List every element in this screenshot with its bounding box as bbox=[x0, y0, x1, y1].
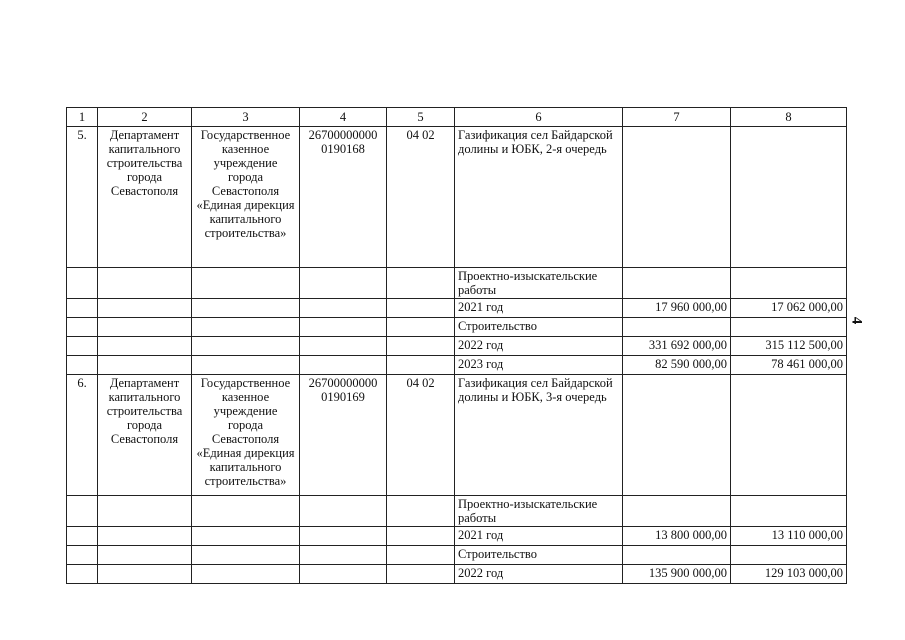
value-cell bbox=[623, 375, 731, 496]
value-col8: 78 461 000,00 bbox=[731, 356, 847, 375]
column-header: 5 bbox=[387, 108, 455, 127]
object-cell: Газификация сел Байдарской долины и ЮБК, 3-я очередь bbox=[455, 375, 623, 496]
table-row bbox=[67, 127, 847, 268]
section-cell: 04 02 bbox=[387, 127, 455, 268]
value-col7 bbox=[623, 496, 731, 527]
page-number: 4 bbox=[848, 316, 865, 325]
subrow-label: Проектно-изыскательские работы bbox=[455, 268, 623, 299]
column-header: 8 bbox=[731, 108, 847, 127]
institution-cell: Государственное казенное учреждение города Севастополя «Единая дирекция капитального строительства» bbox=[192, 375, 300, 496]
value-col7 bbox=[623, 318, 731, 337]
table-subrow bbox=[67, 496, 847, 527]
subrow-label: 2023 год bbox=[455, 356, 623, 375]
section-cell: 04 02 bbox=[387, 375, 455, 496]
row-number: 6. bbox=[67, 375, 98, 496]
value-col8 bbox=[731, 496, 847, 527]
subrow-label: 2022 год bbox=[455, 565, 623, 584]
table-subrow bbox=[67, 318, 847, 337]
department-cell: Департамент капитального строительства города Севастополя bbox=[98, 127, 192, 268]
table-row bbox=[67, 375, 847, 496]
subrow-label: 2021 год bbox=[455, 299, 623, 318]
table-subrow bbox=[67, 337, 847, 356]
subrow-label: 2022 год bbox=[455, 337, 623, 356]
table-subrow bbox=[67, 546, 847, 565]
value-cell bbox=[731, 375, 847, 496]
value-col7: 17 960 000,00 bbox=[623, 299, 731, 318]
table-subrow bbox=[67, 299, 847, 318]
value-col7: 82 590 000,00 bbox=[623, 356, 731, 375]
column-header: 4 bbox=[300, 108, 387, 127]
table-subrow bbox=[67, 527, 847, 546]
column-header: 6 bbox=[455, 108, 623, 127]
subrow-label: Строительство bbox=[455, 318, 623, 337]
column-header: 2 bbox=[98, 108, 192, 127]
table-subrow bbox=[67, 356, 847, 375]
value-col8: 13 110 000,00 bbox=[731, 527, 847, 546]
column-header: 3 bbox=[192, 108, 300, 127]
budget-code-cell: 26700000000 0190168 bbox=[300, 127, 387, 268]
column-header: 1 bbox=[67, 108, 98, 127]
institution-cell: Государственное казенное учреждение города Севастополя «Единая дирекция капитального строительства» bbox=[192, 127, 300, 268]
subrow-label: 2021 год bbox=[455, 527, 623, 546]
value-col8: 129 103 000,00 bbox=[731, 565, 847, 584]
value-col8 bbox=[731, 268, 847, 299]
value-col8 bbox=[731, 546, 847, 565]
budget-code-cell: 26700000000 0190169 bbox=[300, 375, 387, 496]
value-cell bbox=[731, 127, 847, 268]
value-cell bbox=[623, 127, 731, 268]
value-col7 bbox=[623, 268, 731, 299]
value-col7 bbox=[623, 546, 731, 565]
department-cell: Департамент капитального строительства города Севастополя bbox=[98, 375, 192, 496]
header-row bbox=[67, 108, 847, 127]
value-col7: 13 800 000,00 bbox=[623, 527, 731, 546]
value-col7: 135 900 000,00 bbox=[623, 565, 731, 584]
column-header: 7 bbox=[623, 108, 731, 127]
value-col7: 331 692 000,00 bbox=[623, 337, 731, 356]
subrow-label: Проектно-изыскательские работы bbox=[455, 496, 623, 527]
budget-table bbox=[66, 107, 847, 584]
table-subrow bbox=[67, 268, 847, 299]
row-number: 5. bbox=[67, 127, 98, 268]
table-subrow bbox=[67, 565, 847, 584]
value-col8: 17 062 000,00 bbox=[731, 299, 847, 318]
value-col8 bbox=[731, 318, 847, 337]
object-cell: Газификация сел Байдарской долины и ЮБК, 2-я очередь bbox=[455, 127, 623, 268]
subrow-label: Строительство bbox=[455, 546, 623, 565]
value-col8: 315 112 500,00 bbox=[731, 337, 847, 356]
